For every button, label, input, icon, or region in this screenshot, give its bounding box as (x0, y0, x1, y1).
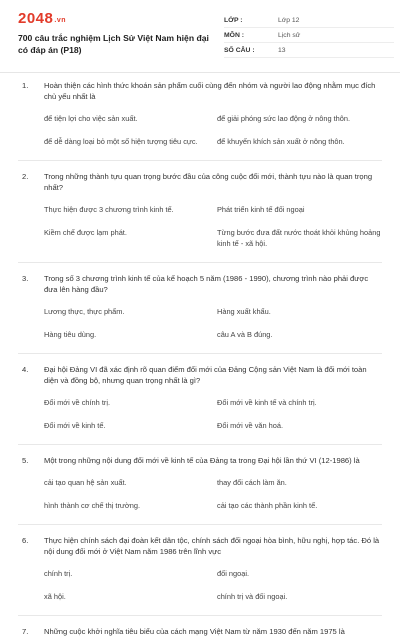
meta-key: SỐ CÂU : (224, 46, 255, 54)
divider (18, 615, 382, 616)
answer-options (44, 303, 382, 349)
answer-option[interactable]: chính trị và đối ngoại. (217, 592, 288, 601)
meta-row-subject (224, 28, 394, 43)
question (0, 455, 400, 520)
divider (18, 262, 382, 263)
divider (18, 524, 382, 525)
meta-row-class (224, 13, 394, 28)
meta-table (224, 13, 394, 58)
question-number: 3. (22, 274, 29, 283)
answer-option[interactable]: để dễ dàng loại bỏ một số hiện tượng tiêu cực. (44, 137, 198, 146)
question-number: 1. (22, 81, 29, 90)
question-number: 7. (22, 627, 29, 636)
divider (18, 160, 382, 161)
meta-key: LỚP : (224, 16, 243, 24)
answer-option[interactable]: thay đổi cách làm ăn. (217, 478, 287, 487)
question-number: 2. (22, 172, 29, 181)
site-logo[interactable] (18, 10, 66, 27)
answer-option[interactable]: cải tạo quan hệ sản xuất. (44, 478, 127, 487)
question-number: 5. (22, 456, 29, 465)
page-title: 700 câu trắc nghiệm Lịch Sử Việt Nam hiện đại có đáp án (P18) (18, 33, 209, 55)
question-text: Một trong những nội dung đổi mới về kinh tế của Đảng ta trong Đại hội lần thứ VI (12-1986) là (44, 456, 360, 465)
logo-suffix: .vn (54, 17, 66, 24)
answer-options (44, 110, 382, 156)
meta-row-count (224, 43, 394, 58)
answer-option[interactable]: Lương thực, thực phẩm. (44, 307, 125, 316)
question-text: Đại hội Đảng VI đã xác định rõ quan điểm đổi mới của Đảng Cộng sản Việt Nam là đổi mới toàn diện và đồng bộ, nhưng quan trọng nhất là gì? (44, 365, 367, 385)
meta-value: Lớp 12 (278, 16, 300, 24)
meta-key: MÔN : (224, 31, 245, 39)
answer-option[interactable]: Kiềm chế được lạm phát. (44, 228, 127, 237)
question (0, 171, 400, 258)
question (0, 626, 400, 637)
answer-option[interactable]: cải tạo các thành phần kinh tế. (217, 501, 318, 510)
answer-option[interactable]: Đổi mới về kinh tế và chính trị. (217, 398, 317, 407)
answer-option[interactable]: Đổi mới về chính trị. (44, 398, 111, 407)
question-text: Trong những thành tựu quan trọng bước đầu của công cuộc đổi mới, thành tựu nào là quan trọng nhất? (44, 172, 373, 192)
question-text: Những cuộc khởi nghĩa tiêu biểu của cách mạng Việt Nam từ năm 1930 đến năm 1975 là (44, 627, 345, 636)
header (0, 0, 400, 73)
question-number: 4. (22, 365, 29, 374)
meta-value: Lịch sử (278, 31, 301, 39)
answer-option[interactable]: Hàng xuất khẩu. (217, 307, 271, 316)
answer-options (44, 474, 382, 520)
question (0, 364, 400, 440)
answer-option[interactable]: xã hội. (44, 592, 66, 601)
answer-option[interactable]: chính trị. (44, 569, 73, 578)
question-text: Thực hiện chính sách đại đoàn kết dân tộc, chính sách đối ngoại hòa bình, hữu nghị, hợp tác. Đó là nội dung đổi mới ở Việt Nam năm 1986 trên lĩnh vực (44, 536, 380, 556)
divider (18, 353, 382, 354)
meta-value: 13 (278, 46, 286, 54)
answer-option[interactable]: Hàng tiêu dùng. (44, 330, 97, 339)
answer-option[interactable]: hình thành cơ chế thị trường. (44, 501, 140, 510)
question-text: Hoàn thiện các hình thức khoán sản phẩm cuối cùng đến nhóm và người lao động nhằm mục đích chủ yếu nhất là (44, 81, 376, 101)
answer-option[interactable]: để giải phóng sức lao động ở nông thôn. (217, 114, 351, 123)
question-number: 6. (22, 536, 29, 545)
answer-options (44, 201, 382, 258)
answer-options (44, 565, 382, 611)
answer-option[interactable]: để khuyến khích sản xuất ở nông thôn. (217, 137, 345, 146)
answer-option[interactable]: để tiện lợi cho việc sản xuất. (44, 114, 138, 123)
question-text: Trong số 3 chương trình kinh tế của kế hoạch 5 năm (1986 - 1990), chương trình nào phải được đưa lên hàng đầu? (44, 274, 369, 294)
question (0, 273, 400, 349)
answer-options (44, 394, 382, 440)
answer-option[interactable]: câu A và B đúng. (217, 330, 273, 339)
answer-option[interactable]: Đổi mới về kinh tế. (44, 421, 106, 430)
answer-option[interactable]: Phát triển kinh tế đối ngoại (217, 205, 305, 214)
answer-option[interactable]: đối ngoại. (217, 569, 250, 578)
question-list (0, 80, 400, 637)
logo-text: 2048 (18, 10, 54, 27)
answer-option[interactable]: Thực hiện được 3 chương trình kinh tế. (44, 205, 174, 214)
question (0, 80, 400, 156)
divider (18, 444, 382, 445)
answer-option[interactable]: Đổi mới về văn hoá. (217, 421, 284, 430)
answer-option[interactable]: Từng bước đưa đất nước thoát khỏi khủng hoảng kinh tế - xã hội. (217, 228, 381, 248)
